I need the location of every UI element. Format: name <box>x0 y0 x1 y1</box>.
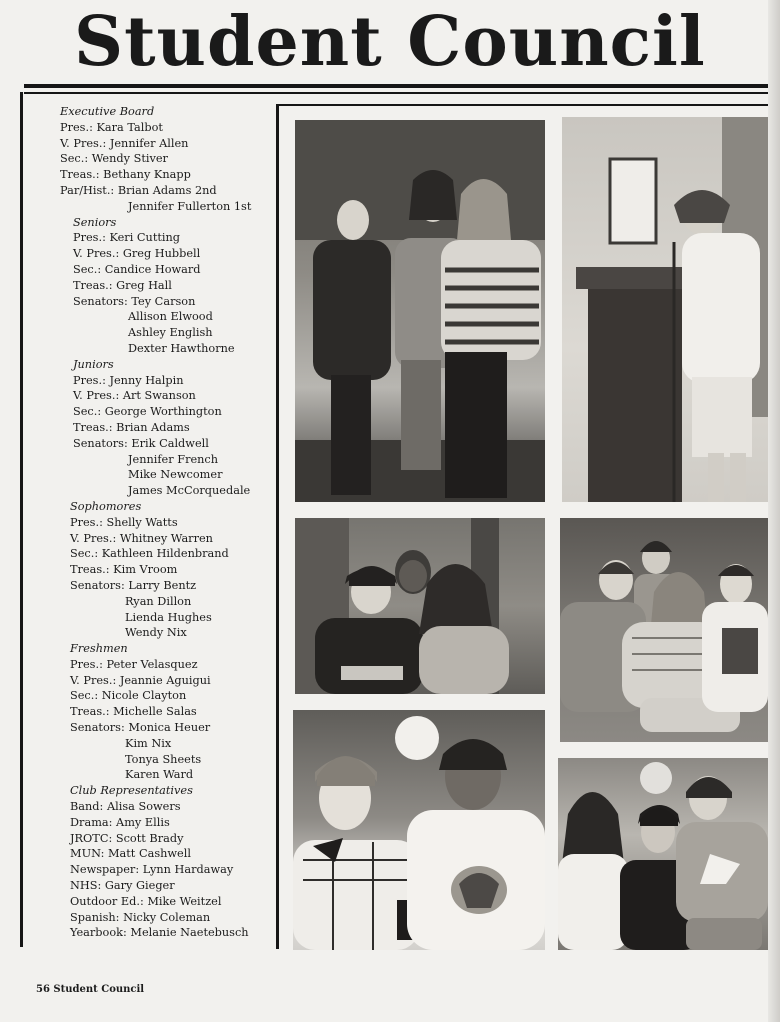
photo-three-students-outdoors <box>295 518 545 694</box>
roster-entry: Senators: Tey Carson <box>73 294 196 308</box>
roster-entry: JROTC: Scott Brady <box>70 831 184 845</box>
roster-entry: Treas.: Kim Vroom <box>70 563 178 577</box>
roster-entry: James McCorquedale <box>128 484 251 498</box>
column-divider-rule <box>276 104 279 949</box>
roster-entry: Jennifer Fullerton 1st <box>128 199 252 213</box>
header-rule <box>24 84 780 88</box>
roster-entry: Treas.: Brian Adams <box>73 420 190 434</box>
roster-entry: Ryan Dillon <box>125 594 192 608</box>
roster-entry: V. Pres.: Jeannie Aguigui <box>70 673 211 687</box>
photo-two-girls-smiling <box>293 710 545 950</box>
photo-speaker-at-podium <box>562 117 768 502</box>
roster-entry: Ashley English <box>128 326 213 340</box>
roster-section-heading: Executive Board <box>60 105 155 118</box>
roster-section-heading: Juniors <box>73 357 114 371</box>
roster-entry: MUN: Matt Cashwell <box>70 847 191 861</box>
photo-three-girls-standing <box>295 120 545 502</box>
roster-entry: Treas.: Michelle Salas <box>70 705 197 719</box>
roster-entry: V. Pres.: Whitney Warren <box>70 531 213 545</box>
roster-section-heading: Seniors <box>73 215 117 229</box>
roster-entry: Sec.: Wendy Stiver <box>60 152 168 166</box>
roster-entry: Jennifer French <box>128 452 219 466</box>
roster-entry: Treas.: Greg Hall <box>73 278 172 292</box>
roster-entry: Pres.: Jenny Halpin <box>73 373 184 387</box>
roster-section-heading: Sophomores <box>70 499 142 513</box>
roster-entry: Senators: Larry Bentz <box>70 578 197 592</box>
roster-entry: Senators: Erik Caldwell <box>73 436 209 450</box>
roster-entry: Sec.: Kathleen Hildenbrand <box>70 547 229 561</box>
page-header <box>0 0 780 84</box>
roster-entry: Mike Newcomer <box>128 468 223 482</box>
roster-entry: Spanish: Nicky Coleman <box>70 910 211 924</box>
roster-entry: Treas.: Bethany Knapp <box>60 168 191 182</box>
roster-entry: Lienda Hughes <box>125 610 212 624</box>
roster-entry: V. Pres.: Greg Hubbell <box>73 247 201 261</box>
roster-entry: Par/Hist.: Brian Adams 2nd <box>60 183 217 197</box>
roster-entry: Wendy Nix <box>125 626 187 640</box>
roster-entry: Newspaper: Lynn Hardaway <box>70 863 234 877</box>
roster-entry: Senators: Monica Heuer <box>70 721 211 735</box>
roster-entry: Kim Nix <box>125 736 172 750</box>
roster-entry: Pres.: Shelly Watts <box>70 515 178 529</box>
roster-entry: V. Pres.: Jennifer Allen <box>60 136 189 150</box>
roster-section-heading: Club Representatives <box>70 784 193 798</box>
roster-entry: Yearbook: Melanie Naetebusch <box>70 926 249 940</box>
officer-roster <box>0 104 276 941</box>
page-title: Student Council <box>74 2 706 82</box>
roster-entry: V. Pres.: Art Swanson <box>73 389 196 403</box>
photo-four-students-seated <box>560 518 768 742</box>
roster-entry: Outdoor Ed.: Mike Weitzel <box>70 894 222 908</box>
page-footer-label: 56 Student Council <box>36 984 145 995</box>
roster-entry: Tonya Sheets <box>125 752 202 766</box>
roster-section-heading: Freshmen <box>70 642 128 656</box>
header-rule-thin <box>24 92 780 94</box>
roster-entry: Sec.: George Worthington <box>73 405 222 419</box>
roster-entry: Allison Elwood <box>128 310 213 324</box>
roster-entry: Dexter Hawthorne <box>128 341 235 355</box>
page-gutter-shadow <box>768 0 780 1022</box>
roster-entry: Pres.: Peter Velasquez <box>70 657 198 671</box>
roster-entry: Band: Alisa Sowers <box>70 800 181 814</box>
roster-entry: Karen Ward <box>125 768 194 782</box>
roster-entry: NHS: Gary Gieger <box>70 879 175 893</box>
roster-entry: Sec.: Candice Howard <box>73 262 201 276</box>
roster-entry: Pres.: Kara Talbot <box>60 120 163 134</box>
photo-three-students-group <box>558 758 768 950</box>
photo-frame-top-rule <box>276 104 780 106</box>
roster-entry: Pres.: Keri Cutting <box>73 231 181 245</box>
roster-entry: Drama: Amy Ellis <box>70 815 170 829</box>
roster-entry: Sec.: Nicole Clayton <box>70 689 187 703</box>
